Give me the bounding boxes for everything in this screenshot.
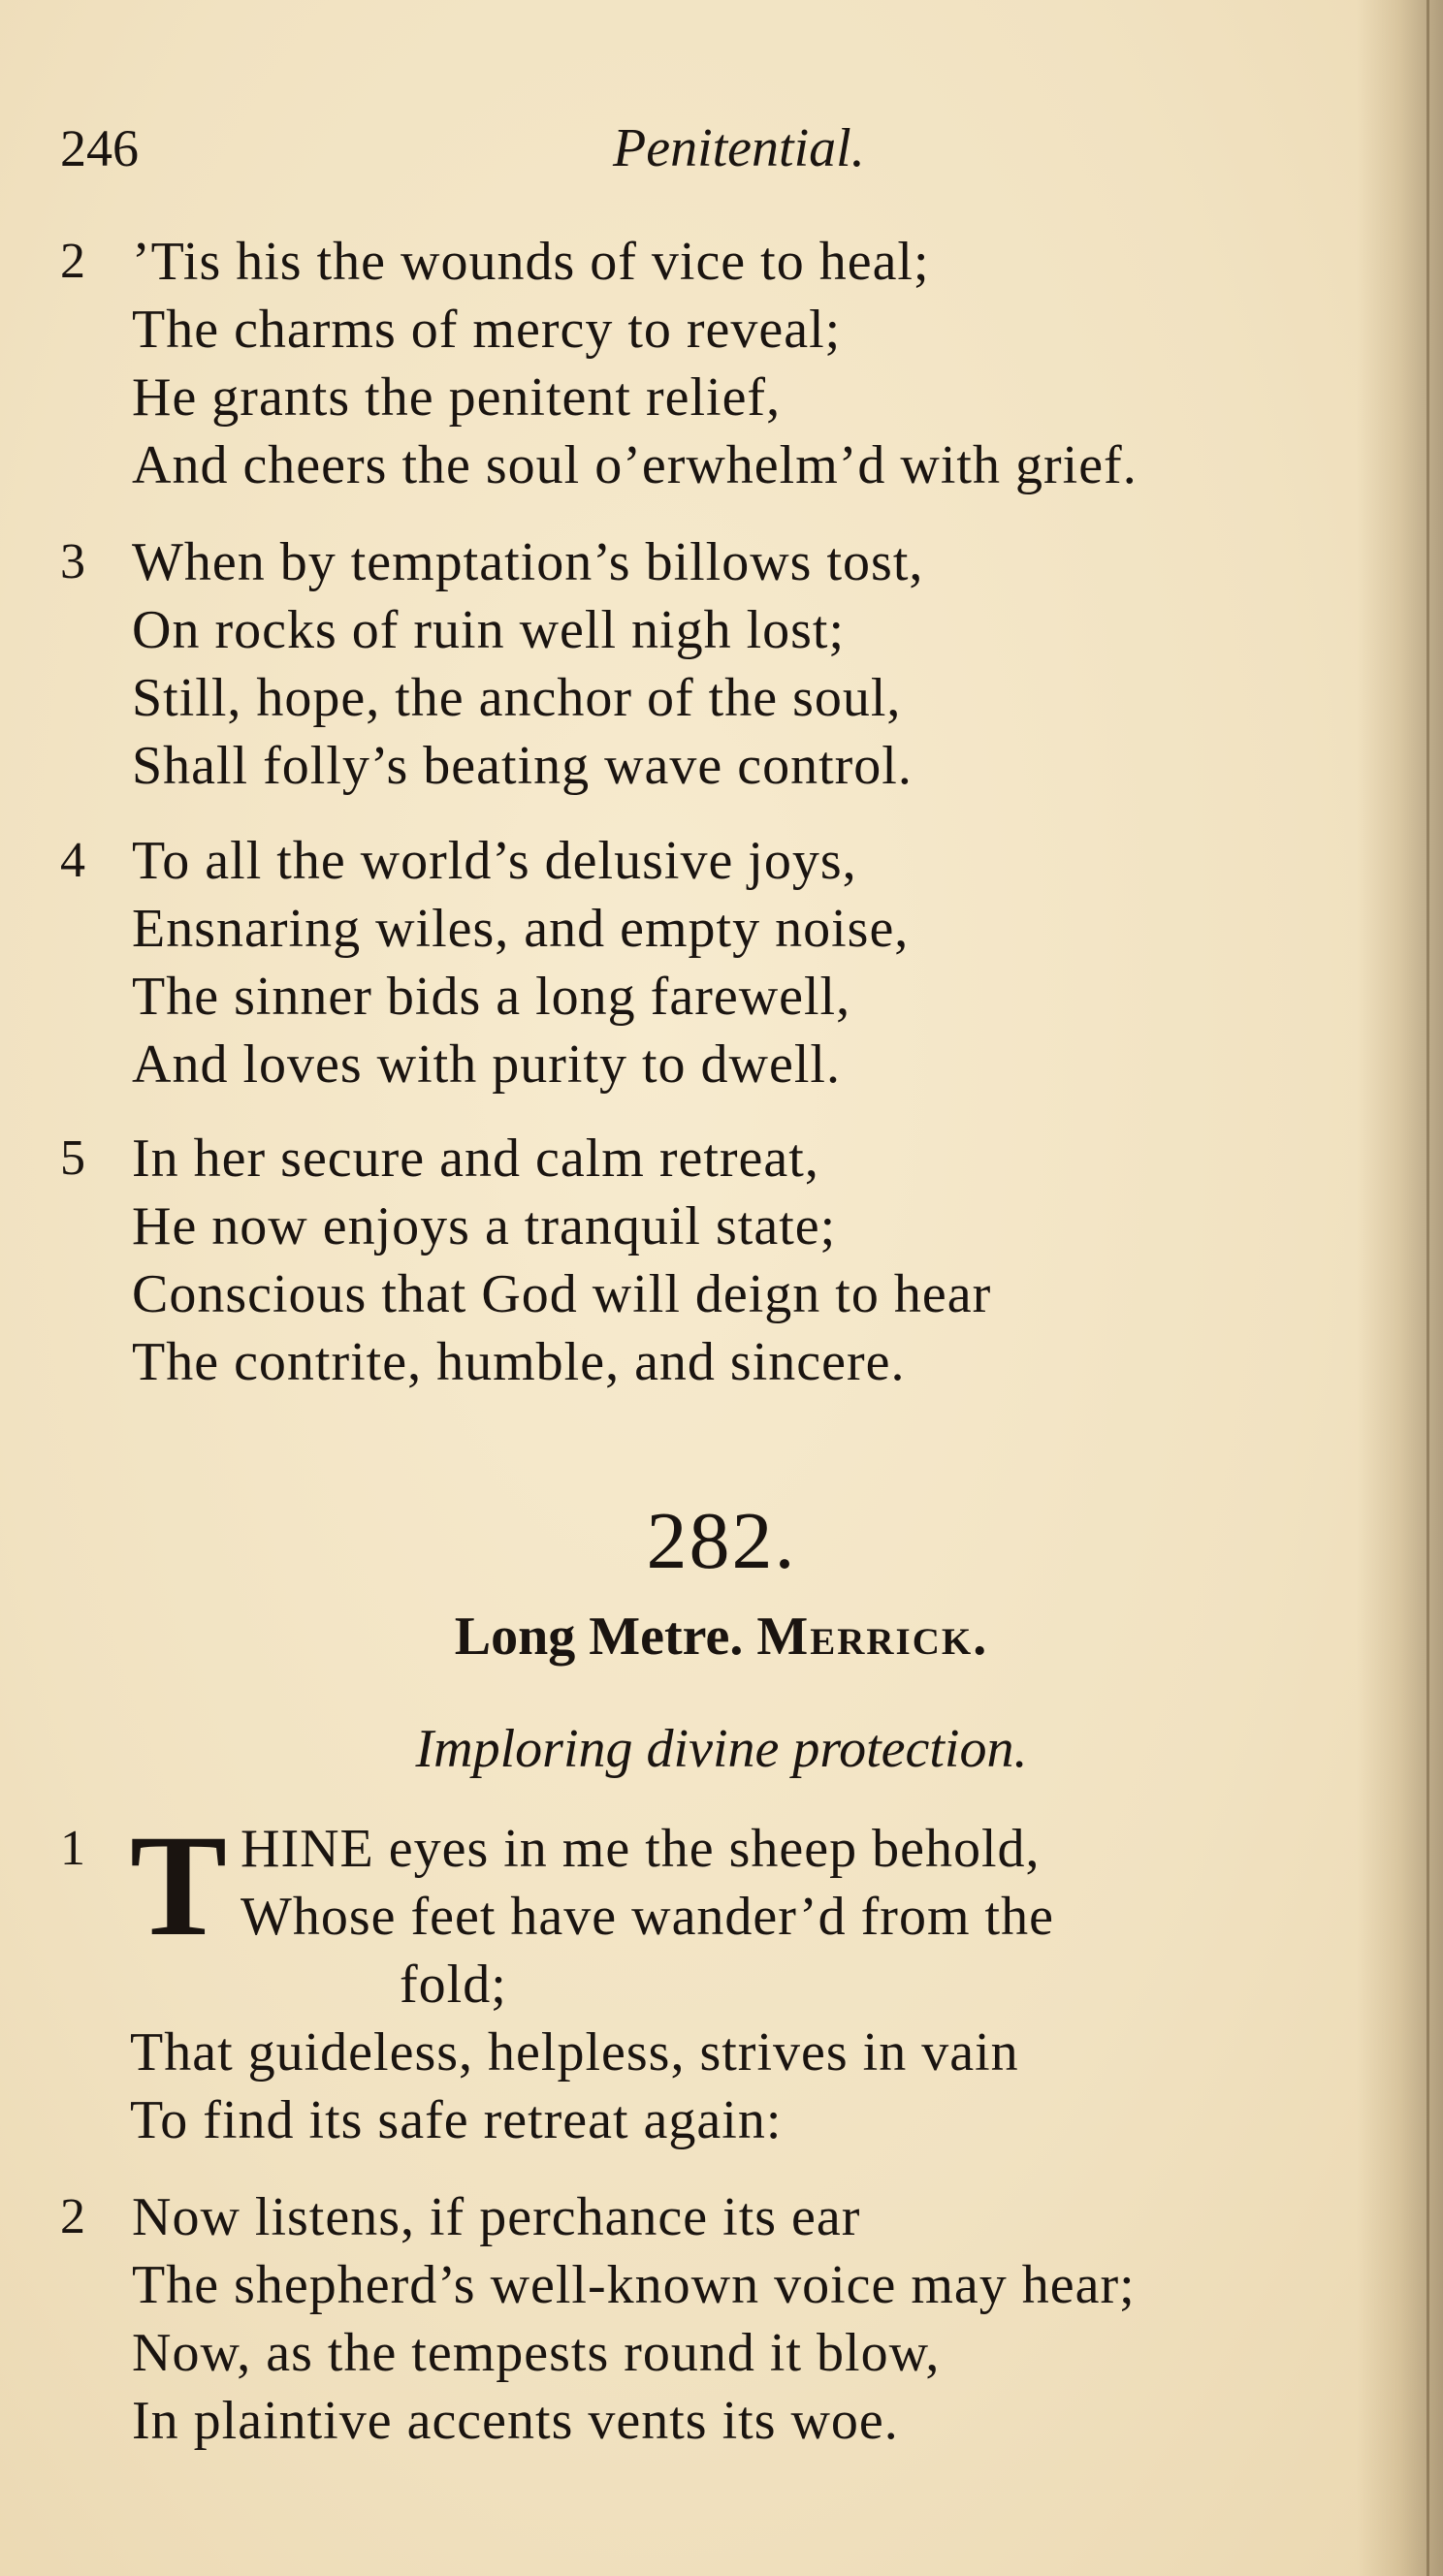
verse-line <box>60 596 1360 664</box>
verse-line <box>60 2183 1360 2251</box>
verse-text: Conscious that God will deign to hear <box>132 1264 992 1324</box>
verse-text: The sinner bids a long farewell, <box>132 967 851 1027</box>
author: Merrick. <box>756 1606 989 1667</box>
verse-text: And cheers the soul o’erwhelm’d with grief. <box>132 435 1138 495</box>
verse-text: Now listens, if perchance its ear <box>132 2187 861 2247</box>
verse-text: To all the world’s delusive joys, <box>132 831 857 891</box>
verse-text: Whose feet have wander’d from the <box>240 1887 1054 1947</box>
verse-text: The shepherd’s well-known voice may hear; <box>132 2255 1136 2315</box>
verse-text: fold; <box>400 1955 507 2015</box>
drop-cap: T <box>130 1805 228 1966</box>
verse-line <box>60 2319 1360 2387</box>
page-edge-shadow <box>1427 0 1429 2576</box>
verse-text: The contrite, humble, and sincere. <box>132 1332 906 1392</box>
hymn-subject: Imploring divine protection. <box>415 1719 1028 1779</box>
verse-number: 3 <box>60 534 86 589</box>
verse-line <box>60 963 1360 1031</box>
verse-text: He now enjoys a tranquil state; <box>132 1196 837 1256</box>
verse-text: Now, as the tempests round it blow, <box>132 2323 941 2383</box>
verse-line <box>130 2019 1429 2086</box>
verse-line <box>60 228 1360 296</box>
verse-continuation <box>130 2019 1429 2154</box>
hymn-282-verse-2 <box>60 2183 1360 2455</box>
verse-text: Still, hope, the anchor of the soul, <box>132 668 902 728</box>
verse-line <box>60 1328 1360 1396</box>
verse-number: 2 <box>60 234 86 289</box>
verse-line <box>60 1193 1360 1260</box>
verse-line <box>60 364 1360 431</box>
verse-line <box>130 2086 1429 2154</box>
verse-line <box>60 431 1360 499</box>
verse-line <box>60 1260 1360 1328</box>
verse-text: ’Tis his the wounds of vice to heal; <box>132 232 930 292</box>
running-title: Penitential. <box>613 118 865 178</box>
verse-text: In plaintive accents vents its woe. <box>132 2391 899 2451</box>
verse-text: In her secure and calm retreat, <box>132 1129 819 1189</box>
verse-line <box>60 664 1360 732</box>
verse-line <box>60 528 1360 596</box>
verse-line <box>60 1031 1360 1098</box>
metre-line <box>0 1602 1443 1671</box>
verse-number: 1 <box>60 1821 86 1876</box>
page-number: 246 <box>60 119 139 177</box>
verse-line <box>60 2387 1360 2455</box>
verse-5 <box>60 1125 1360 1396</box>
verse-text: Ensnaring wiles, and empty noise, <box>132 899 910 959</box>
verse-text: HINE eyes in me the sheep behold, <box>240 1819 1041 1879</box>
verse-line <box>60 827 1360 895</box>
verse-text: On rocks of ruin well nigh lost; <box>132 600 846 660</box>
verse-number: 4 <box>60 833 86 888</box>
metre: Long Metre. <box>454 1606 744 1667</box>
verse-3 <box>60 528 1360 800</box>
verse-text: He grants the penitent relief, <box>132 367 782 428</box>
verse-text: Shall folly’s beating wave control. <box>132 736 913 796</box>
verse-text: And loves with purity to dwell. <box>132 1034 841 1095</box>
verse-2 <box>60 228 1360 499</box>
verse-text: When by temptation’s billows tost, <box>132 532 924 592</box>
verse-number: 5 <box>60 1130 86 1186</box>
verse-4 <box>60 827 1360 1098</box>
verse-text: To find its safe retreat again: <box>130 2090 783 2150</box>
verse-line <box>60 2251 1360 2319</box>
verse-line <box>60 895 1360 963</box>
verse-line <box>60 296 1360 364</box>
verse-number: 2 <box>60 2189 86 2244</box>
verse-line <box>60 732 1360 800</box>
page-header <box>60 114 1282 182</box>
verse-text: That guideless, helpless, strives in vain <box>130 2022 1019 2083</box>
verse-text: The charms of mercy to reveal; <box>132 300 842 360</box>
verse-line <box>60 1125 1360 1193</box>
hymn-number: 282. <box>646 1496 797 1586</box>
